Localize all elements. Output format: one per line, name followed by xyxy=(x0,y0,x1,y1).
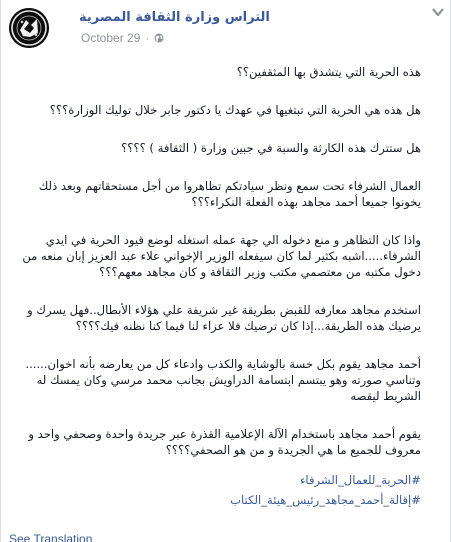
post-paragraph-1: هذه الحرية التي يتشدق بها المثقفين؟؟ xyxy=(236,65,421,79)
post-paragraph-6: استخدم مجاهد معارفه للقبض بطريقة غير شريفة علي هؤلاء الأبطال..فهل يسرك و يرضيك هذه الطريقة...إذا كان ترضيك فلا عزاء لنا فيما كنا نظنه فيك؟؟؟؟ xyxy=(27,303,421,333)
post-date[interactable]: October 29 xyxy=(81,31,141,45)
see-translation-link[interactable]: See Translation xyxy=(9,532,93,542)
post-paragraph-2: هل هذه هي الحرية التي تبتغيها في عهدك يا دكتور جابر خلال توليك الوزارة؟؟؟ xyxy=(49,103,421,117)
post-paragraph-4: العمال الشرفاء تحت سمع ونظر سيادتكم تظاهروا من أجل مستحقاتهم وبعد ذلك يخونوا جميعا أحمد مجاهد بهذه الفعلة النكراء؟؟؟ xyxy=(38,179,421,209)
chevron-down-icon[interactable] xyxy=(431,6,445,18)
globe-icon[interactable] xyxy=(154,33,164,43)
post-paragraph-3: هل ستترك هذه الكارثة والسبة في جبين وزارة ( الثقافة ) ؟؟؟؟ xyxy=(121,141,421,155)
avatar[interactable] xyxy=(9,8,49,48)
post-paragraph-5: واذا كان التظاهر و منع دخوله الي جهة عمله استغله لوضع قيود الحرية في ايدي الشرفاء.....اشبه بكثير لما كان سيفعله الوزير الإخواني علاء عبد العزيز إبان منعه من دخول مكتبه من معتصمي مكتب وزير الثقافة و كان مجاهد معهم؟؟؟ xyxy=(22,233,421,279)
hashtag-link-1[interactable]: #الحرية_للعمال_الشرفاء xyxy=(299,473,421,487)
hashtag-list xyxy=(9,470,421,510)
hashtag-link-2[interactable]: #إقالة_أحمد_مجاهد_رئيس_هيئة_الكتاب xyxy=(230,493,421,507)
post-meta xyxy=(81,31,164,45)
avatar-logo-icon xyxy=(9,8,49,48)
post-paragraph-8: يقوم أحمد مجاهد باستخدام الآلة الإعلامية القذرة عبر جريدة واحدة وصحفي واحد و معروف للجميع ما هي الجريدة و من هو الصحفي؟؟؟؟ xyxy=(28,427,421,457)
author-name[interactable]: التراس وزارة الثقافة المصرية xyxy=(79,10,270,25)
post-paragraph-7: أحمد مجاهد يقوم بكل خسة بالوشاية والكذب وادعاء كل من يعارضه بأنه اخوان...... وتناسي صورته وهو يبتسم ابتسامة الدراويش بجانب محمد مرسي وكان يمسك له الشريط ليقصه xyxy=(25,357,421,403)
post-body xyxy=(9,64,421,510)
post-header xyxy=(1,0,450,50)
meta-separator: · xyxy=(145,31,150,45)
